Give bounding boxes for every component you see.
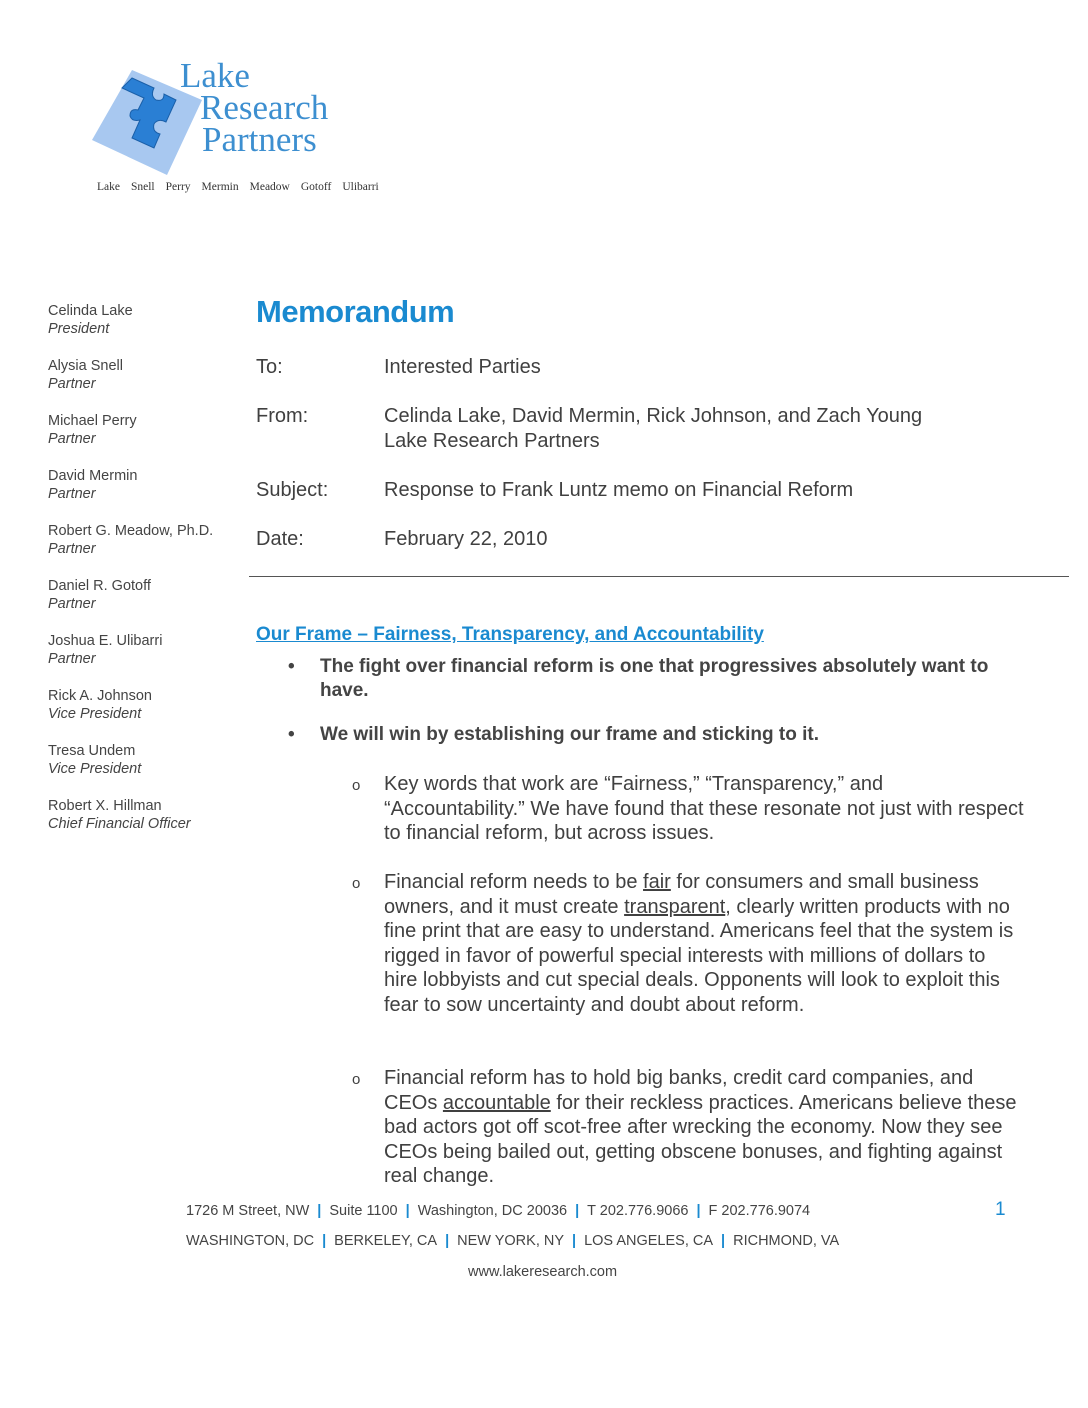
bullet-icon: • xyxy=(288,656,295,677)
staff-entry: Robert X. Hillman Chief Financial Officer xyxy=(48,798,191,832)
date-value: February 22, 2010 xyxy=(384,528,548,550)
staff-entry: Joshua E. Ulibarri Partner xyxy=(48,633,163,667)
staff-entry: Alysia Snell Partner xyxy=(48,358,123,392)
logo-partner-names: Lake Snell Perry Mermin Meadow Gotoff Ulibarri xyxy=(97,181,379,193)
footer-address: 1726 M Street, NW | Suite 1100 | Washington, DC 20036 | T 202.776.9066 | F 202.776.9074 xyxy=(186,1203,811,1219)
from-label: From: xyxy=(256,405,309,427)
sub-bullet-item: o Financial reform has to hold big banks, credit card companies, and CEOs accountable for their reckless practices. Americans believe these bad actors got off scot-free after wrecking the economy. Now they see CEOs being bailed out, getting obscene bonuses, and fighting against real change. xyxy=(352,1067,1017,1187)
memo-title: Memorandum xyxy=(256,294,455,329)
staff-entry: Tresa Undem Vice President xyxy=(48,743,142,777)
subject-value: Response to Frank Luntz memo on Financial Reform xyxy=(384,479,854,501)
circle-bullet-icon: o xyxy=(352,1071,361,1088)
circle-bullet-icon: o xyxy=(352,875,361,892)
sub-bullet-item: o Key words that work are “Fairness,” “Transparency,” and “Accountability.” We have found that these resonate not just with respect to financial reform, but across issues. xyxy=(352,773,1024,844)
memo-date-row xyxy=(256,527,1036,552)
to-value: Interested Parties xyxy=(384,356,541,378)
staff-entry: Celinda Lake President xyxy=(48,303,133,337)
staff-sidebar xyxy=(48,302,248,852)
memo-from-row xyxy=(256,404,1036,454)
header-divider xyxy=(249,576,1069,577)
logo-wordmark: Lake Research Partners xyxy=(180,56,329,159)
from-value: Celinda Lake, David Mermin, Rick Johnson, and Zach Young xyxy=(384,405,923,427)
from-org: Lake Research Partners xyxy=(384,430,600,452)
bullet-icon: • xyxy=(288,724,295,745)
footer-website-link[interactable]: www.lakeresearch.com xyxy=(468,1264,618,1280)
subject-label: Subject: xyxy=(256,479,329,501)
staff-entry: Daniel R. Gotoff Partner xyxy=(48,578,151,612)
date-label: Date: xyxy=(256,528,304,550)
staff-entry: David Mermin Partner xyxy=(48,468,138,502)
footer-offices: WASHINGTON, DC | BERKELEY, CA | NEW YORK, NY | LOS ANGELES, CA | RICHMOND, VA xyxy=(186,1233,840,1249)
bullet-item: • The fight over financial reform is one that progressives absolutely want to have. xyxy=(288,656,989,701)
staff-entry: Robert G. Meadow, Ph.D. Partner xyxy=(48,523,214,557)
to-label: To: xyxy=(256,356,283,378)
page-number: 1 xyxy=(995,1199,1006,1220)
bullet-item: • We will win by establishing our frame and sticking to it. xyxy=(288,724,820,745)
section-heading: Our Frame – Fairness, Transparency, and Accountability xyxy=(256,624,764,645)
sub-bullet-item: o Financial reform needs to be fair for consumers and small business owners, and it must create transparent, clearly written products with no fine print that are easy to understand. Americans feel that the system is rigged in favor of powerful special interests with millions of dollars to hire lobbyists and cut special deals. Opponents will look to exploit this fear to sow uncertainty and doubt about reform. xyxy=(352,871,1014,1016)
staff-entry: Michael Perry Partner xyxy=(48,413,137,447)
memo-subject-row xyxy=(256,478,1036,503)
circle-bullet-icon: o xyxy=(352,777,361,794)
memo-to-row xyxy=(256,355,1036,380)
staff-entry: Rick A. Johnson Vice President xyxy=(48,688,152,722)
